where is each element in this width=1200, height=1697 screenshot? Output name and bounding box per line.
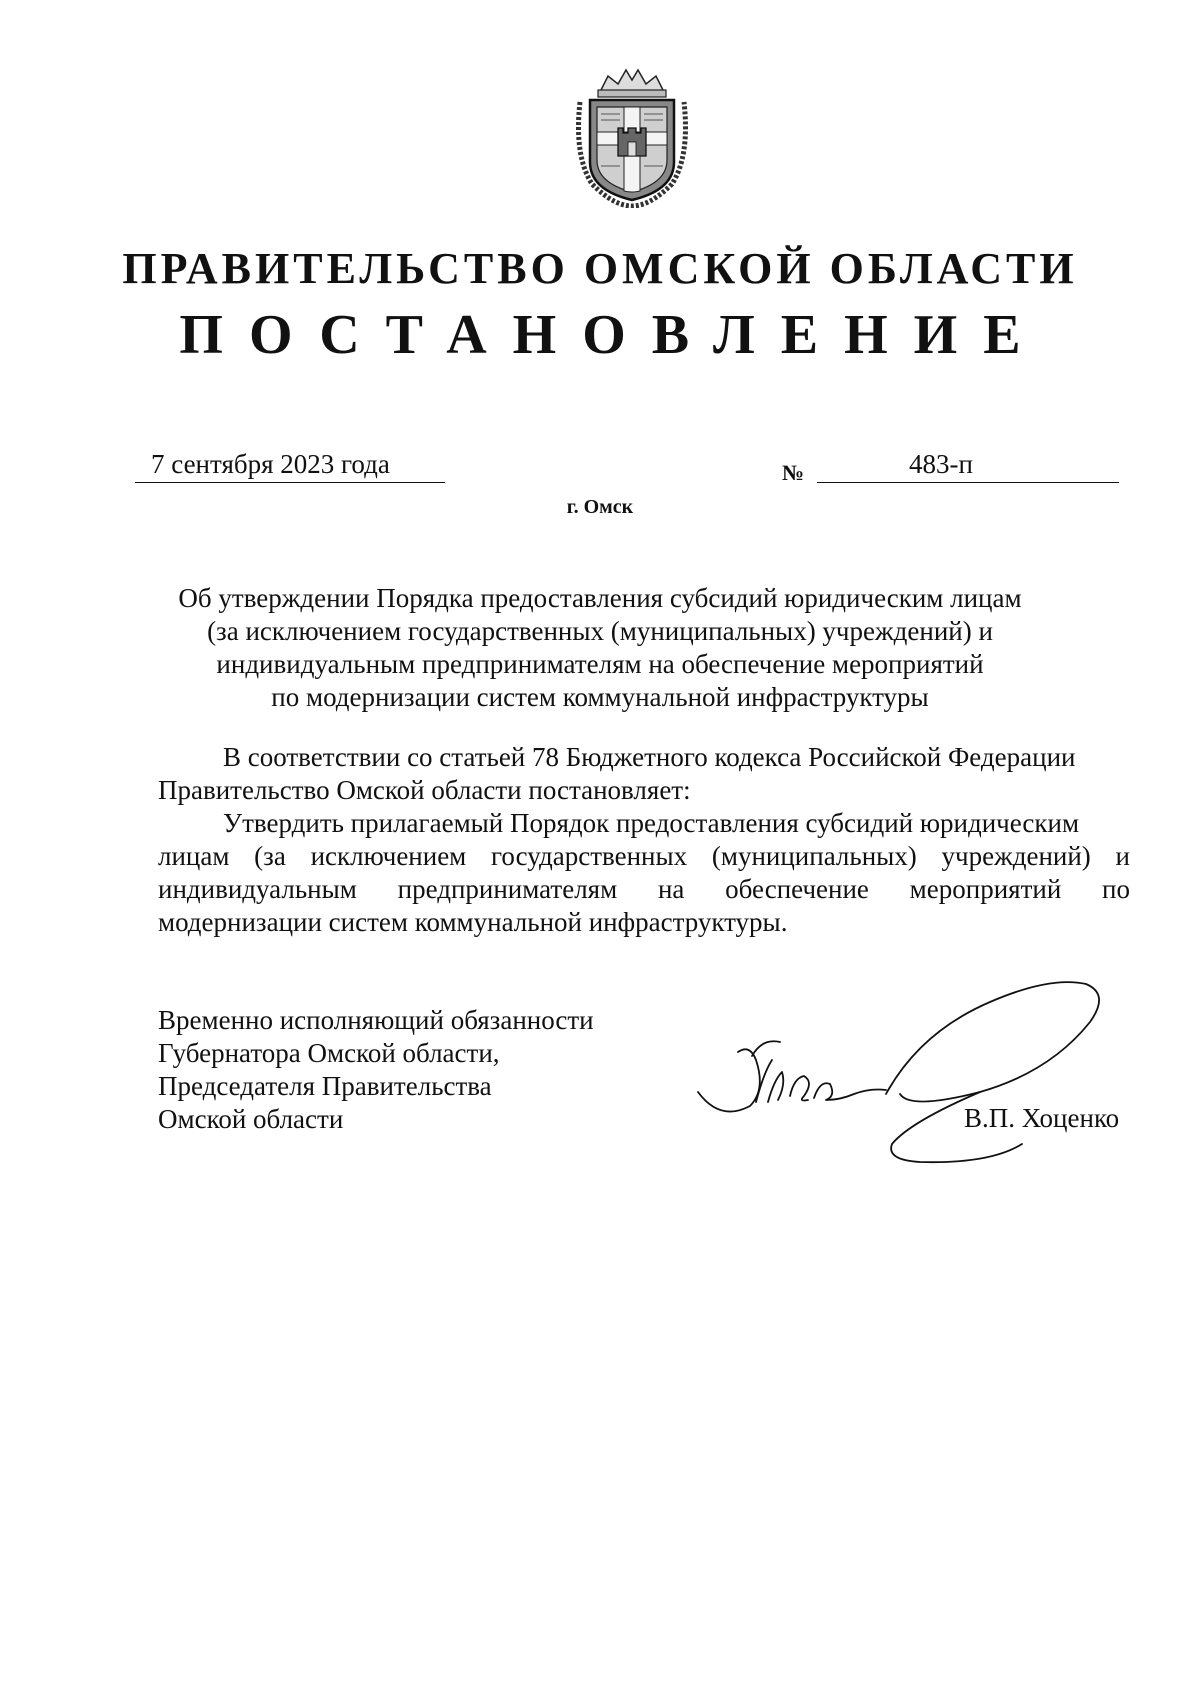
- city-label: г. Омск: [566, 496, 634, 518]
- position-line: Временно исполняющий обязанности: [158, 1005, 594, 1035]
- body-line: индивидуальным предпринимателям на обеспечение мероприятий по: [158, 874, 1130, 904]
- document-date: 7 сентября 2023 года: [151, 449, 390, 479]
- number-field: [817, 448, 1119, 483]
- position-line: Губернатора Омской области,: [158, 1038, 500, 1068]
- body-line: Правительство Омской области постановляет:: [158, 775, 691, 805]
- signer-name: В.П. Хоценко: [964, 1103, 1120, 1133]
- document-type-title: ПОСТАНОВЛЕНИЕ: [179, 304, 1047, 366]
- body-line: модернизации систем коммунальной инфраструктуры.: [158, 907, 788, 937]
- signature-icon: [690, 972, 1120, 1172]
- number-sign: №: [782, 460, 805, 485]
- position-line: Председателя Правительства: [158, 1071, 492, 1101]
- position-line: Омской области: [158, 1104, 344, 1134]
- subject-line: индивидуальным предпринимателям на обеспечение мероприятий: [216, 649, 984, 679]
- document-number: 483-п: [909, 449, 973, 479]
- coat-of-arms-icon: [570, 66, 694, 208]
- body-line: лицам (за исключением государственных (муниципальных) учреждений) и: [158, 841, 1130, 871]
- document-body: [158, 741, 1130, 939]
- document-subject: [150, 582, 1050, 714]
- body-line: В соответствии со статьей 78 Бюджетного кодекса Российской Федерации: [223, 742, 1076, 772]
- subject-line: по модернизации систем коммунальной инфраструктуры: [271, 682, 929, 712]
- organization-title: ПРАВИТЕЛЬСТВО ОМСКОЙ ОБЛАСТИ: [122, 244, 1078, 293]
- body-line: Утвердить прилагаемый Порядок предоставления субсидий юридическим: [223, 808, 1080, 838]
- signatory-position: [158, 1004, 594, 1136]
- subject-line: Об утверждении Порядка предоставления субсидий юридическим лицам: [178, 583, 1022, 613]
- date-field: [135, 448, 445, 483]
- subject-line: (за исключением государственных (муниципальных) учреждений) и: [207, 616, 993, 646]
